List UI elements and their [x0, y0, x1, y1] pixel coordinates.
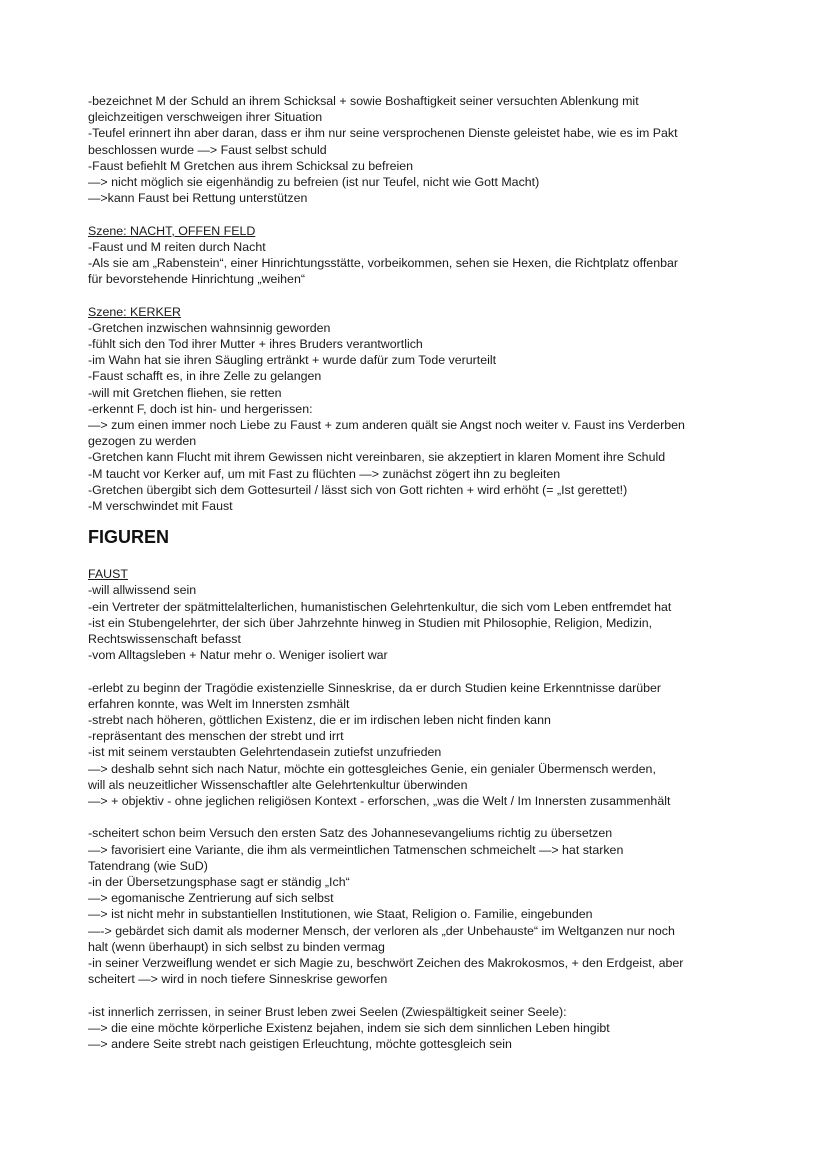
text-line: -fühlt sich den Tod ihrer Mutter + ihres Bruders verantwortlich	[88, 337, 423, 352]
text-line: -bezeichnet M der Schuld an ihrem Schicksal + sowie Boshaftigkeit seiner versuchten Ablenkung mit	[88, 94, 639, 108]
text-line: gleichzeitigen verschweigen ihrer Situation	[88, 110, 323, 125]
figure-heading-faust: FAUST	[88, 567, 128, 582]
text-line: -Gretchen übergibt sich dem Gottesurteil / lässt sich von Gott richten + wird erhöht (= „Ist gerettet!)	[88, 482, 628, 497]
scene-heading: Szene: KERKER	[88, 304, 181, 319]
text-line: beschlossen wurde —> Faust selbst schuld	[88, 142, 327, 157]
text-line: will als neuzeitlicher Wissenschaftler alte Gelehrtenkultur überwinden	[88, 777, 468, 792]
text-line: Tatendrang (wie SuD)	[88, 858, 208, 873]
text-line: gezogen zu werden	[88, 434, 197, 449]
text-line: —> andere Seite strebt nach geistigen Erleuchtung, möchte gottesgleich sein	[88, 1037, 512, 1052]
text-line: -Faust schafft es, in ihre Zelle zu gelangen	[88, 369, 322, 384]
text-line: -ist ein Stubengelehrter, der sich über Jahrzehnte hinweg in Studien mit Philosophie, Religion, Medizin,	[88, 615, 653, 630]
intro-block	[88, 93, 748, 206]
text-line: für bevorstehende Hinrichtung „weihen“	[88, 272, 305, 287]
text-line: —> favorisiert eine Variante, die ihm als vermeintlichen Tatmenschen schmeichelt —> hat starken	[88, 842, 624, 857]
text-line: -erlebt zu beginn der Tragödie existenzielle Sinneskrise, da er durch Studien keine Erkenntnisse darüber	[88, 680, 662, 695]
scene-heading: Szene: NACHT, OFFEN FELD	[88, 223, 256, 238]
section-title-figuren: FIGUREN	[88, 527, 169, 548]
text-line: —-> gebärdet sich damit als moderner Mensch, der verloren als „der Unbehauste“ im Weltganzen nur noch	[88, 923, 675, 938]
text-line: -Faust und M reiten durch Nacht	[88, 239, 266, 254]
spacer	[88, 988, 748, 1004]
text-line: -ein Vertreter der spätmittelalterlichen, humanistischen Gelehrtenkultur, die sich vom Leben entfremdet hat	[88, 599, 672, 614]
text-line: —> zum einen immer noch Liebe zu Faust + zum anderen quält sie Angst noch weiter v. Faust ins Verderben	[88, 418, 685, 433]
text-line: -in seiner Verzweiflung wendet er sich Magie zu, beschwört Zeichen des Makrokosmos, + den Erdgeist, aber	[88, 956, 684, 971]
text-line: -M taucht vor Kerker auf, um mit Fast zu flüchten —> zunächst zögert ihn zu begleiten	[88, 466, 561, 481]
text-line: halt (wenn überhaupt) in sich selbst zu binden vermag	[88, 939, 385, 954]
text-line: -ist mit seinem verstaubten Gelehrtendasein zutiefst unzufrieden	[88, 745, 442, 760]
text-line: —> deshalb sehnt sich nach Natur, möchte ein gottesgleiches Genie, ein genialer Übermensch werden,	[88, 761, 656, 776]
text-line: —> nicht möglich sie eigenhändig zu befreien (ist nur Teufel, nicht wie Gott Macht)	[88, 175, 540, 190]
text-line: —> die eine möchte körperliche Existenz bejahen, indem sie sich dem sinnlichen Leben hingibt	[88, 1020, 610, 1035]
spacer	[88, 287, 748, 303]
text-line: -will allwissend sein	[88, 583, 197, 598]
text-line: -Gretchen inzwischen wahnsinnig geworden	[88, 320, 331, 335]
text-line: —> egomanische Zentrierung auf sich selbst	[88, 891, 334, 906]
figure-faust-block	[88, 566, 748, 1052]
text-line: -vom Alltagsleben + Natur mehr o. Weniger isoliert war	[88, 648, 388, 663]
spacer	[88, 663, 748, 679]
text-line: -M verschwindet mit Faust	[88, 499, 233, 514]
text-line: scheitert —> wird in noch tiefere Sinneskrise geworfen	[88, 972, 388, 987]
text-line: -Teufel erinnert ihn aber daran, dass er ihm nur seine versprochenen Dienste geleistet habe, wie es im Pakt	[88, 126, 678, 141]
text-line: Rechtswissenschaft befasst	[88, 632, 241, 647]
text-line: -Gretchen kann Flucht mit ihrem Gewissen nicht vereinbaren, sie akzeptiert in klaren Moment ihre Schuld	[88, 450, 666, 465]
spacer	[88, 809, 748, 825]
text-line: -ist innerlich zerrissen, in seiner Brust leben zwei Seelen (Zwiespältigkeit seiner Seele):	[88, 1004, 567, 1019]
text-line: —> ist nicht mehr in substantiellen Institutionen, wie Staat, Religion o. Familie, eingebunden	[88, 907, 593, 922]
text-line: -repräsentant des menschen der strebt und irrt	[88, 729, 344, 744]
text-line: -in der Übersetzungsphase sagt er ständig „Ich“	[88, 875, 350, 890]
scene-kerker-block	[88, 304, 748, 515]
text-line: erfahren konnte, was Welt im Innersten zsmhält	[88, 696, 350, 711]
text-line: -Als sie am „Rabenstein“, einer Hinrichtungsstätte, vorbeikommen, sehen sie Hexen, die Richtplatz offenbar	[88, 256, 678, 271]
text-line: —> + objektiv - ohne jeglichen religiösen Kontext - erforschen, „was die Welt / Im Innersten zusammenhält	[88, 794, 671, 809]
text-line: -im Wahn hat sie ihren Säugling ertränkt + wurde dafür zum Tode verurteilt	[88, 353, 497, 368]
scene-nacht-block	[88, 223, 748, 288]
document-page	[88, 93, 748, 1052]
spacer	[88, 206, 748, 222]
text-line: —>kann Faust bei Rettung unterstützen	[88, 191, 308, 206]
text-line: -will mit Gretchen fliehen, sie retten	[88, 385, 282, 400]
text-line: -erkennt F, doch ist hin- und hergerissen:	[88, 401, 313, 416]
text-line: -scheitert schon beim Versuch den ersten Satz des Johannesevangeliums richtig zu übersetzen	[88, 826, 613, 841]
text-line: -strebt nach höheren, göttlichen Existenz, die er im irdischen leben nicht finden kann	[88, 713, 551, 728]
text-line: -Faust befiehlt M Gretchen aus ihrem Schicksal zu befreien	[88, 158, 414, 173]
